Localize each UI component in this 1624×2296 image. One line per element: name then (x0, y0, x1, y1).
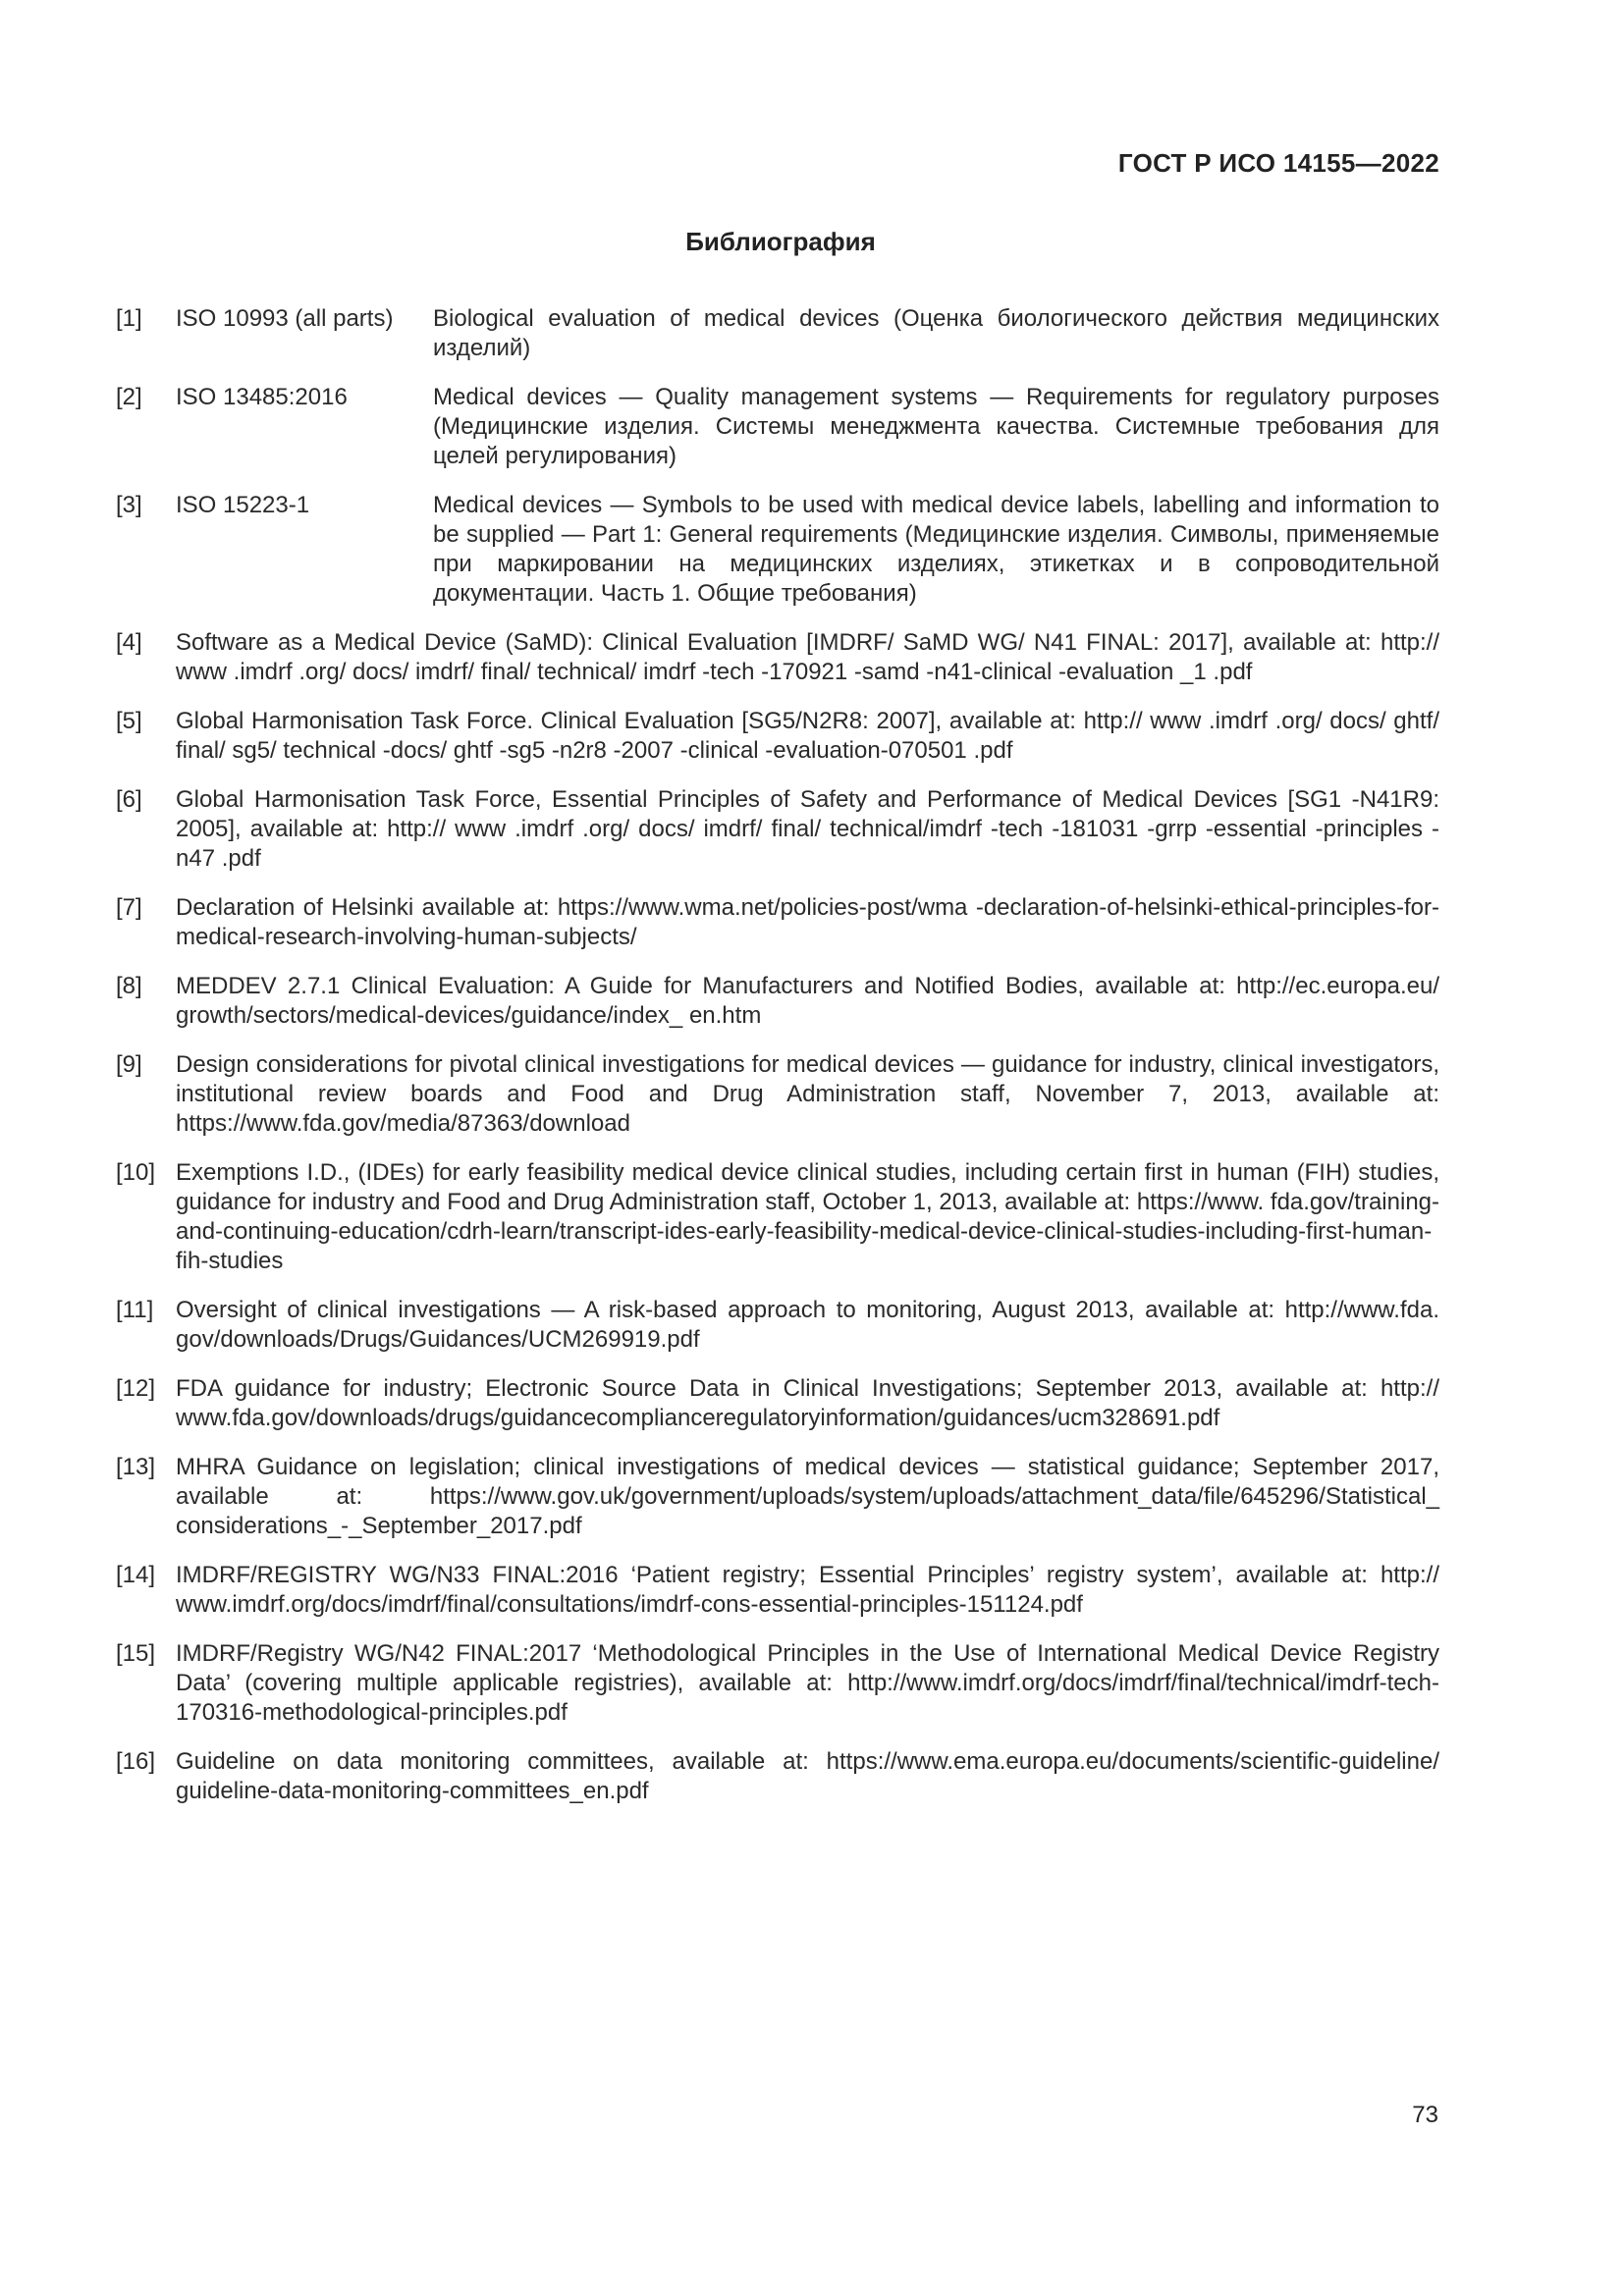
entry-number: [5] (116, 708, 142, 734)
entry-text: Declaration of Helsinki available at: https://www.wma.net/policies-post/wma -declaration-of-helsinki-ethical-principles-for-medical-research-involving-human-subjects/ (176, 894, 1439, 950)
entry-text: Software as a Medical Device (SaMD): Clinical Evaluation [IMDRF/ SaMD WG/ N41 FINAL: 2017], available at: http:// www .imdrf .org/ docs/ imdrf/ final/ technical/ imdrf -tech -170921 -samd -n41-clinical -evaluation _1 .pdf (176, 629, 1439, 685)
bibliography-entry (116, 893, 1439, 952)
bibliography-entry (116, 1296, 1439, 1355)
bibliography-entry (116, 1639, 1439, 1728)
bibliography-entry (116, 628, 1439, 687)
bibliography-list (116, 304, 1439, 1826)
entry-text: Design considerations for pivotal clinical investigations for medical devices — guidance for industry, clinical investigators, institutional review boards and Food and Drug Administration staff, November 7, 2013, available at: https://www.fda.gov/media/87363/download (176, 1051, 1439, 1137)
entry-number: [2] (116, 384, 142, 410)
bibliography-entry (116, 383, 1439, 471)
entry-number: [14] (116, 1562, 156, 1588)
entry-text: FDA guidance for industry; Electronic Source Data in Clinical Investigations; September 2013, available at: http:// www.fda.gov/downloads/drugs/guidancecomplianceregulatoryinformation/guidances/ucm328691.pdf (176, 1375, 1439, 1431)
bibliography-entry (116, 1747, 1439, 1806)
bibliography-entry (116, 1374, 1439, 1433)
bibliography-entry (116, 1158, 1439, 1276)
entry-number: [8] (116, 973, 142, 999)
bibliography-entry (116, 491, 1439, 609)
entry-standard: ISO 13485:2016 (176, 384, 348, 410)
entry-text: Global Harmonisation Task Force. Clinical Evaluation [SG5/N2R8: 2007], available at: http:// www .imdrf .org/ docs/ ghtf/ final/ sg5/ technical -docs/ ghtf -sg5 -n2r8 -2007 -clinical -evaluation-070501 .pdf (176, 708, 1439, 764)
entry-text: Global Harmonisation Task Force, Essential Principles of Safety and Performance of Medical Devices [SG1 -N41R9: 2005], available at: http:// www .imdrf .org/ docs/ imdrf/ final/ technical/imdrf -tech -181031 -grrp -essential -principles -n47 .pdf (176, 786, 1439, 872)
entry-standard: ISO 10993 (all parts) (176, 305, 394, 332)
document-code-header: ГОСТ Р ИСО 14155—2022 (1117, 148, 1439, 178)
entry-text: Biological evaluation of medical devices (Оценка биологического действия медицинских изделий) (433, 305, 1439, 361)
entry-standard: ISO 15223-1 (176, 492, 310, 518)
bibliography-entry (116, 1050, 1439, 1139)
entry-number: [15] (116, 1640, 156, 1667)
bibliography-entry (116, 1561, 1439, 1620)
bibliography-entry (116, 707, 1439, 766)
entry-text: Oversight of clinical investigations — A risk-based approach to monitoring, August 2013, available at: http://www.fda. gov/downloads/Drugs/Guidances/UCM269919.pdf (176, 1297, 1439, 1353)
entry-number: [12] (116, 1375, 156, 1402)
entry-number: [11] (116, 1297, 154, 1323)
entry-text: IMDRF/Registry WG/N42 FINAL:2017 ‘Methodological Principles in the Use of International Medical Device Registry Data’ (covering multiple applicable registries), available at: http://www.imdrf.org/docs/imdrf/final/technical/imdrf-tech-170316-methodological-principles.pdf (176, 1640, 1439, 1726)
entry-text: IMDRF/REGISTRY WG/N33 FINAL:2016 ‘Patient registry; Essential Principles’ registry system’, available at: http:// www.imdrf.org/docs/imdrf/final/consultations/imdrf-cons-essential-principles-151124.pdf (176, 1562, 1439, 1618)
entry-number: [3] (116, 492, 142, 518)
entry-number: [1] (116, 305, 142, 332)
entry-number: [16] (116, 1748, 156, 1775)
entry-text: Guideline on data monitoring committees, available at: https://www.ema.europa.eu/documents/scientific-guideline/ guideline-data-monitoring-committees_en.pdf (176, 1748, 1439, 1804)
page-number: 73 (1412, 2102, 1438, 2128)
entry-number: [7] (116, 894, 142, 921)
entry-text: MHRA Guidance on legislation; clinical investigations of medical devices — statistical guidance; September 2017, available at: https://www.gov.uk/government/uploads/system/uploads/attachment_data/file/645296/Statistical_ considerations_-_September_2017.pdf (176, 1454, 1439, 1539)
bibliography-entry (116, 972, 1439, 1031)
bibliography-entry (116, 785, 1439, 874)
bibliography-entry (116, 1453, 1439, 1541)
entry-text: Medical devices — Quality management systems — Requirements for regulatory purposes (Медицинские изделия. Системы менеджмента качества. Системные требования для целей регулирования) (433, 384, 1439, 469)
bibliography-title: Библиография (685, 227, 876, 256)
entry-text: Exemptions I.D., (IDEs) for early feasibility medical device clinical studies, including certain first in human (FIH) studies, guidance for industry and Food and Drug Administration staff, October 1, 2013, available at: https://www. fda.gov/training-and-continuing-education/cdrh-learn/transcript-ides-early-feasibility-medical-device-clinical-studies-including-first-human-fih-studies (176, 1159, 1439, 1274)
entry-number: [10] (116, 1159, 156, 1186)
entry-text: Medical devices — Symbols to be used with medical device labels, labelling and information to be supplied — Part 1: General requirements (Медицинские изделия. Символы, применяемые при маркировании на медицинских изделиях, этикетках и в сопроводительной документации. Часть 1. Общие требования) (433, 492, 1439, 607)
entry-number: [4] (116, 629, 142, 656)
entry-number: [6] (116, 786, 142, 813)
bibliography-entry (116, 304, 1439, 363)
entry-text: MEDDEV 2.7.1 Clinical Evaluation: A Guide for Manufacturers and Notified Bodies, available at: http://ec.europa.eu/ growth/sectors/medical-devices/guidance/index_ en.htm (176, 973, 1439, 1029)
entry-number: [9] (116, 1051, 142, 1078)
entry-number: [13] (116, 1454, 156, 1480)
